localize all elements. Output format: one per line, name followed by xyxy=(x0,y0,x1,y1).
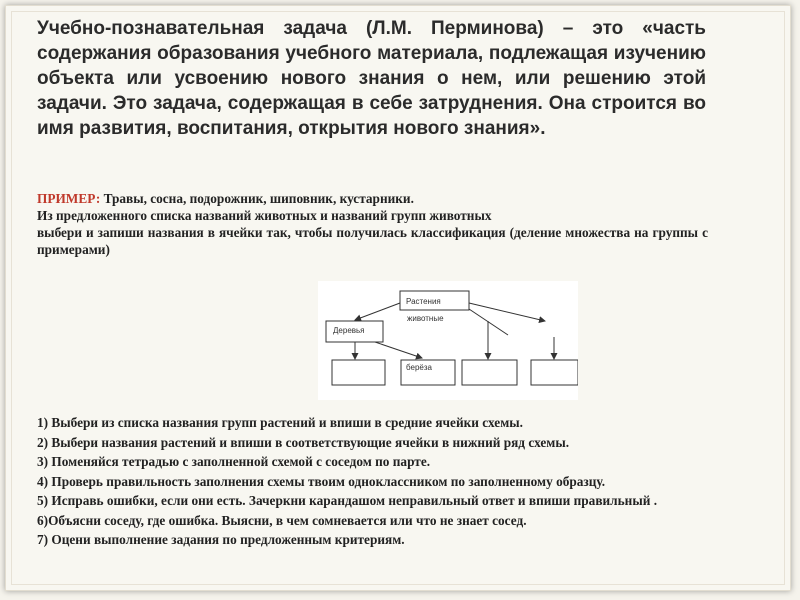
definition-text: – это «часть содержания образования учебного материала, подлежащая изучению объекта или усвоению нового знания о нем, или решению этой задачи. Это задача, содержащая в себе затруднения. Она строится во имя развития, воспитания, открытия нового знания». xyxy=(37,18,706,139)
diagram-arrow-root-left xyxy=(355,303,400,320)
task-step: 1) Выбери из списка названия групп растений и впиши в средние ячейки схемы. xyxy=(37,415,523,430)
task-step: 7) Оцени выполнение задания по предложенным критериям. xyxy=(37,532,405,547)
diagram-bottom-cell-1 xyxy=(332,360,385,385)
diagram-bottom-cell-3 xyxy=(462,360,517,385)
task-steps-list xyxy=(37,413,708,550)
example-block xyxy=(37,190,708,258)
task-step: 2) Выбери названия растений и впиши в соответствующие ячейки в нижний ряд схемы. xyxy=(37,434,570,450)
example-instruction-continuation: выбери и запиши названия в ячейки так, чтобы получилась классификация (деление множества на группы с примерами) xyxy=(37,225,708,257)
task-step: 4) Проверь правильность заполнения схемы твоим одноклассником по заполненному образцу. xyxy=(37,473,606,489)
diagram-arrow-root-right xyxy=(469,303,545,321)
definition-paragraph xyxy=(37,16,706,141)
classification-diagram-svg xyxy=(318,281,578,400)
diagram-arrow-left-down-2 xyxy=(375,342,422,358)
diagram-root-note: животные xyxy=(407,314,444,323)
diagram-root-label: Растения xyxy=(406,297,441,306)
task-step: 3) Поменяйся тетрадью с заполненной схемой с соседом по парте. xyxy=(37,454,431,469)
example-label: ПРИМЕР: xyxy=(37,191,101,206)
task-step: 5) Исправь ошибки, если они есть. Зачеркни карандашом неправильный ответ и впиши правильный . xyxy=(37,493,658,508)
example-instruction-line: Из предложенного списка названий животных и названий групп животных xyxy=(37,208,492,223)
definition-title: Учебно-познавательная задача (Л.М. Перминова) xyxy=(37,18,544,39)
diagram-bottom-label-2: берёза xyxy=(406,363,432,372)
diagram-middle-label-1: Деревья xyxy=(333,326,365,335)
example-first-line xyxy=(37,190,708,207)
classification-diagram xyxy=(318,281,578,400)
example-items: Травы, сосна, подорожник, шиповник, кустарники. xyxy=(100,191,414,206)
task-step: 6)Объясни соседу, где ошибка. Выясни, в чем сомневается или что не знает сосед. xyxy=(37,512,527,528)
diagram-bottom-cell-4 xyxy=(531,360,578,385)
